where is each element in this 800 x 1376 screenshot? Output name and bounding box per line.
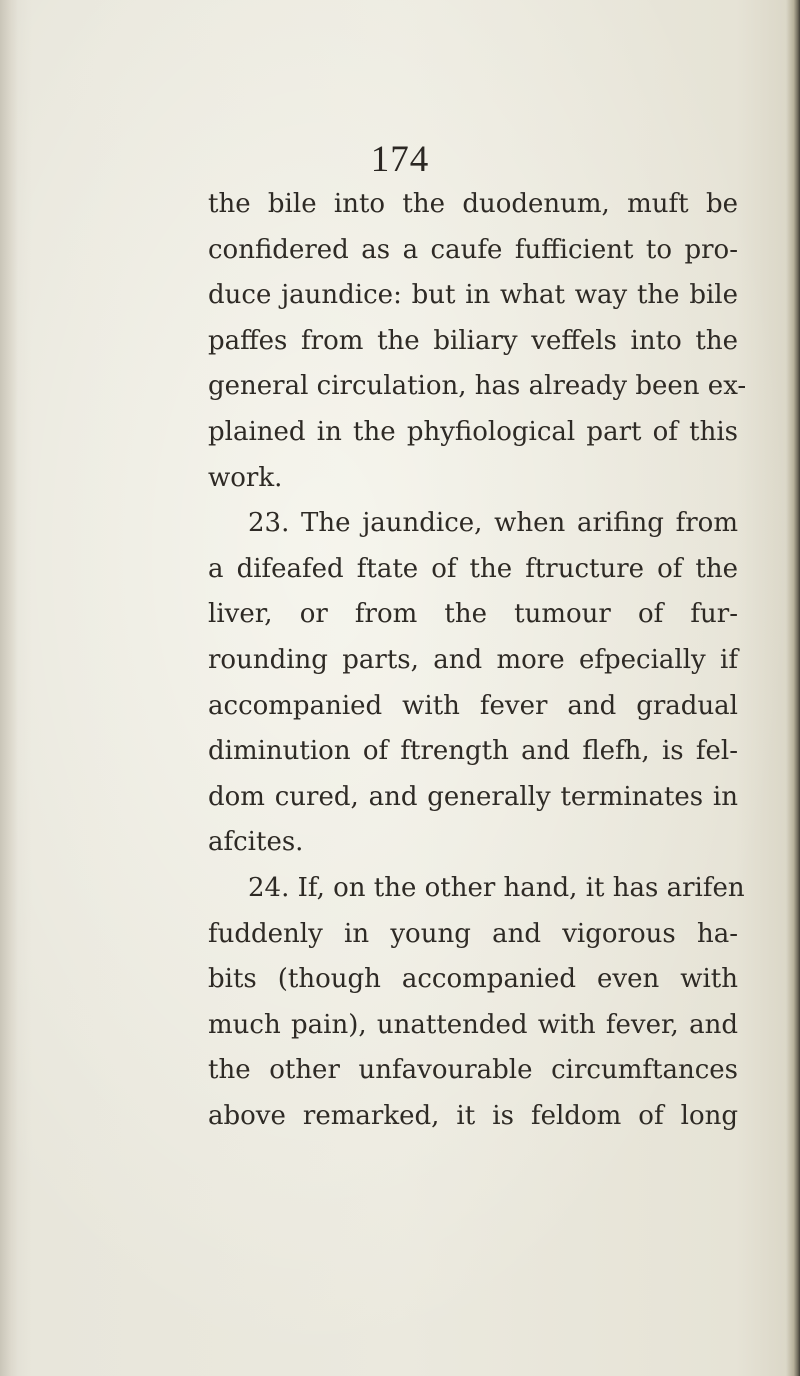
paragraph-24-start: 24. If, on the other hand, it has arifen	[248, 872, 745, 903]
text-line: fuddenly in young and vigorous ha-	[208, 918, 738, 949]
text-line: accompanied with fever and gradual	[208, 690, 738, 721]
text-line: the bile into the duodenum, muft be	[208, 189, 738, 219]
page-number: 174	[370, 139, 430, 180]
paragraph-23-start: 23. The jaundice, when arifing from	[248, 508, 738, 539]
text-line: afcites.	[208, 827, 304, 858]
page-right-edge	[786, 0, 800, 1376]
text-line: plained in the phyfiological part of this	[208, 416, 738, 447]
text-line: much pain), unattended with fever, and	[208, 1009, 738, 1040]
text-line: confidered as a caufe fufficient to pro-	[208, 234, 738, 265]
text-line: diminution of ftrength and flefh, is fel-	[208, 736, 738, 767]
text-line: liver, or from the tumour of fur-	[208, 599, 738, 630]
text-line: work.	[208, 462, 283, 493]
text-line: rounding parts, and more efpecially if	[208, 644, 738, 675]
text-line: the other unfavourable circumftances	[208, 1055, 738, 1086]
page-left-edge	[0, 0, 18, 1376]
text-line: dom cured, and generally terminates in	[208, 781, 738, 812]
text-line: general circulation, has already been ex-	[208, 371, 747, 402]
body-text	[208, 182, 747, 1139]
text-line: paffes from the biliary veffels into the	[208, 325, 738, 356]
text-line: above remarked, it is feldom of long	[208, 1100, 738, 1131]
text-line: a difeafed ftate of the ftructure of the	[208, 553, 738, 584]
text-line: bits (though accompanied even with	[208, 964, 738, 995]
text-line: duce jaundice: but in what way the bile	[208, 280, 738, 311]
